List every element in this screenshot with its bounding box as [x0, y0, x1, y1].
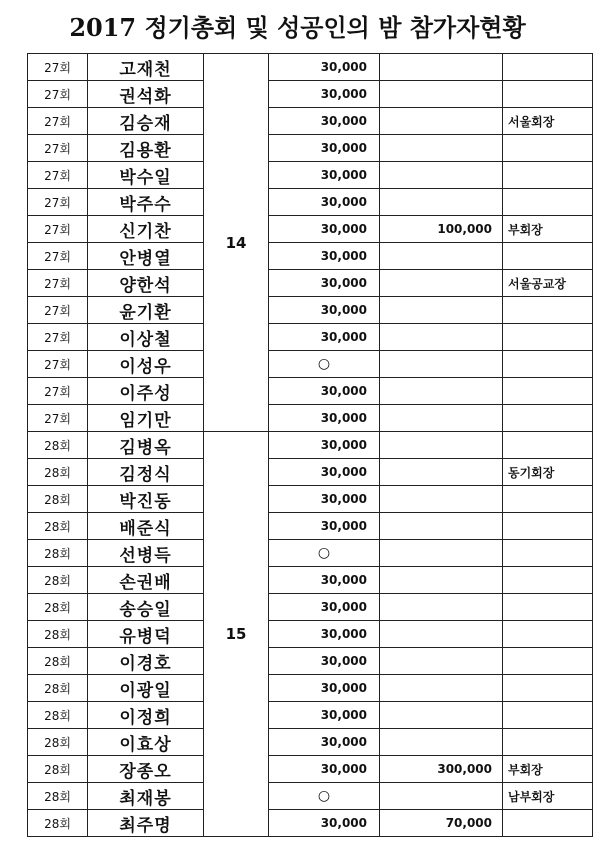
participant-name-cell: 김병옥 [88, 432, 204, 459]
fee-cell: 30,000 [269, 594, 380, 621]
fee-cell: 30,000 [269, 297, 380, 324]
donation-cell [380, 675, 503, 702]
participant-name-cell: 양한석 [88, 270, 204, 297]
fee-cell: 30,000 [269, 810, 380, 837]
class-year-cell: 27회 [28, 108, 88, 135]
table-row [28, 162, 593, 189]
table-row [28, 729, 593, 756]
participant-name-cell: 최재봉 [88, 783, 204, 810]
participant-name-cell: 이성우 [88, 351, 204, 378]
role-cell: 남부회장 [503, 783, 593, 810]
donation-cell: 100,000 [380, 216, 503, 243]
participant-name-cell: 이정희 [88, 702, 204, 729]
participant-name-cell: 이효상 [88, 729, 204, 756]
table-row [28, 54, 593, 81]
fee-cell: 30,000 [269, 270, 380, 297]
donation-cell [380, 270, 503, 297]
role-cell [503, 405, 593, 432]
class-year-cell: 28회 [28, 486, 88, 513]
class-year-cell: 28회 [28, 783, 88, 810]
participant-name-cell: 선병득 [88, 540, 204, 567]
donation-cell [380, 351, 503, 378]
role-cell [503, 702, 593, 729]
role-cell [503, 135, 593, 162]
participant-name-cell: 송승일 [88, 594, 204, 621]
donation-cell [380, 432, 503, 459]
role-cell [503, 81, 593, 108]
table-row [28, 567, 593, 594]
class-year-cell: 27회 [28, 351, 88, 378]
participant-name-cell: 고재천 [88, 54, 204, 81]
donation-cell [380, 540, 503, 567]
fee-cell: 30,000 [269, 648, 380, 675]
donation-cell [380, 459, 503, 486]
donation-cell [380, 486, 503, 513]
table-row [28, 783, 593, 810]
participant-name-cell: 박주수 [88, 189, 204, 216]
table-row [28, 81, 593, 108]
fee-cell: 30,000 [269, 513, 380, 540]
participant-name-cell: 이상철 [88, 324, 204, 351]
role-cell [503, 486, 593, 513]
donation-cell [380, 729, 503, 756]
class-year-cell: 28회 [28, 567, 88, 594]
participant-name-cell: 이경호 [88, 648, 204, 675]
table-row [28, 756, 593, 783]
class-year-cell: 28회 [28, 702, 88, 729]
donation-cell [380, 702, 503, 729]
donation-cell [380, 567, 503, 594]
fee-cell: 30,000 [269, 81, 380, 108]
donation-cell [380, 243, 503, 270]
role-cell [503, 810, 593, 837]
fee-cell: 30,000 [269, 729, 380, 756]
table-row [28, 189, 593, 216]
donation-cell [380, 297, 503, 324]
table-row [28, 135, 593, 162]
class-year-cell: 27회 [28, 243, 88, 270]
participant-name-cell: 김승재 [88, 108, 204, 135]
role-cell [503, 540, 593, 567]
donation-cell [380, 783, 503, 810]
class-year-cell: 27회 [28, 162, 88, 189]
class-year-cell: 27회 [28, 189, 88, 216]
class-count-cell: 14 [204, 54, 269, 432]
donation-cell [380, 54, 503, 81]
role-cell [503, 189, 593, 216]
participant-name-cell: 최주명 [88, 810, 204, 837]
participant-name-cell: 유병덕 [88, 621, 204, 648]
class-year-cell: 28회 [28, 513, 88, 540]
participant-name-cell: 안병열 [88, 243, 204, 270]
donation-cell: 300,000 [380, 756, 503, 783]
fee-cell: 30,000 [269, 243, 380, 270]
participant-name-cell: 손권배 [88, 567, 204, 594]
table-row [28, 540, 593, 567]
donation-cell [380, 405, 503, 432]
table-row [28, 297, 593, 324]
fee-cell: ○ [269, 783, 380, 810]
class-year-cell: 28회 [28, 648, 88, 675]
donation-cell [380, 162, 503, 189]
fee-cell: 30,000 [269, 486, 380, 513]
table-row [28, 351, 593, 378]
class-year-cell: 28회 [28, 810, 88, 837]
participant-table [27, 53, 593, 837]
class-year-cell: 28회 [28, 756, 88, 783]
role-cell: 서울공교장 [503, 270, 593, 297]
class-year-cell: 28회 [28, 621, 88, 648]
fee-cell: 30,000 [269, 567, 380, 594]
class-year-cell: 28회 [28, 459, 88, 486]
table-row [28, 621, 593, 648]
fee-cell: 30,000 [269, 459, 380, 486]
role-cell: 부회장 [503, 216, 593, 243]
donation-cell [380, 108, 503, 135]
class-year-cell: 27회 [28, 135, 88, 162]
table-row [28, 108, 593, 135]
role-cell [503, 432, 593, 459]
role-cell [503, 351, 593, 378]
participant-table-body [28, 54, 593, 837]
fee-cell: 30,000 [269, 756, 380, 783]
table-row [28, 405, 593, 432]
fee-cell: 30,000 [269, 216, 380, 243]
table-row [28, 459, 593, 486]
role-cell [503, 621, 593, 648]
role-cell [503, 54, 593, 81]
table-row [28, 216, 593, 243]
table-row [28, 378, 593, 405]
fee-cell: ○ [269, 540, 380, 567]
donation-cell [380, 621, 503, 648]
donation-cell [380, 648, 503, 675]
table-row [28, 513, 593, 540]
fee-cell: 30,000 [269, 135, 380, 162]
table-row [28, 243, 593, 270]
table-row [28, 810, 593, 837]
role-cell [503, 567, 593, 594]
participant-name-cell: 박수일 [88, 162, 204, 189]
table-row [28, 486, 593, 513]
fee-cell: 30,000 [269, 162, 380, 189]
donation-cell [380, 135, 503, 162]
donation-cell [380, 594, 503, 621]
table-row [28, 702, 593, 729]
role-cell [503, 162, 593, 189]
donation-cell: 70,000 [380, 810, 503, 837]
role-cell [503, 297, 593, 324]
role-cell [503, 675, 593, 702]
role-cell [503, 243, 593, 270]
page-title: 2017 정기총회 및 성공인의 밤 참가자현황 [69, 13, 526, 42]
class-year-cell: 27회 [28, 378, 88, 405]
role-cell: 서울회장 [503, 108, 593, 135]
donation-cell [380, 513, 503, 540]
participant-name-cell: 이광일 [88, 675, 204, 702]
donation-cell [380, 81, 503, 108]
role-cell [503, 648, 593, 675]
class-year-cell: 27회 [28, 270, 88, 297]
role-cell: 동기회장 [503, 459, 593, 486]
role-cell [503, 378, 593, 405]
participant-name-cell: 윤기환 [88, 297, 204, 324]
participant-name-cell: 배준식 [88, 513, 204, 540]
fee-cell: 30,000 [269, 54, 380, 81]
class-year-cell: 27회 [28, 216, 88, 243]
table-row [28, 270, 593, 297]
role-cell [503, 324, 593, 351]
fee-cell: 30,000 [269, 432, 380, 459]
fee-cell: ○ [269, 351, 380, 378]
fee-cell: 30,000 [269, 189, 380, 216]
class-year-cell: 28회 [28, 594, 88, 621]
fee-cell: 30,000 [269, 108, 380, 135]
participant-name-cell: 김정식 [88, 459, 204, 486]
class-year-cell: 28회 [28, 675, 88, 702]
class-year-cell: 27회 [28, 405, 88, 432]
table-row [28, 594, 593, 621]
table-row [28, 675, 593, 702]
donation-cell [380, 378, 503, 405]
fee-cell: 30,000 [269, 621, 380, 648]
donation-cell [380, 189, 503, 216]
class-year-cell: 28회 [28, 432, 88, 459]
donation-cell [380, 324, 503, 351]
role-cell [503, 513, 593, 540]
fee-cell: 30,000 [269, 378, 380, 405]
table-row [28, 324, 593, 351]
class-year-cell: 28회 [28, 540, 88, 567]
class-year-cell: 28회 [28, 729, 88, 756]
participant-name-cell: 이주성 [88, 378, 204, 405]
table-row [28, 432, 593, 459]
role-cell [503, 729, 593, 756]
class-year-cell: 27회 [28, 297, 88, 324]
role-cell [503, 594, 593, 621]
participant-name-cell: 권석화 [88, 81, 204, 108]
participant-name-cell: 장종오 [88, 756, 204, 783]
class-count-cell: 15 [204, 432, 269, 837]
table-row [28, 648, 593, 675]
class-year-cell: 27회 [28, 81, 88, 108]
fee-cell: 30,000 [269, 702, 380, 729]
fee-cell: 30,000 [269, 675, 380, 702]
participant-name-cell: 임기만 [88, 405, 204, 432]
fee-cell: 30,000 [269, 405, 380, 432]
class-year-cell: 27회 [28, 324, 88, 351]
participant-name-cell: 박진동 [88, 486, 204, 513]
participant-name-cell: 김용환 [88, 135, 204, 162]
fee-cell: 30,000 [269, 324, 380, 351]
participant-name-cell: 신기찬 [88, 216, 204, 243]
role-cell: 부회장 [503, 756, 593, 783]
class-year-cell: 27회 [28, 54, 88, 81]
